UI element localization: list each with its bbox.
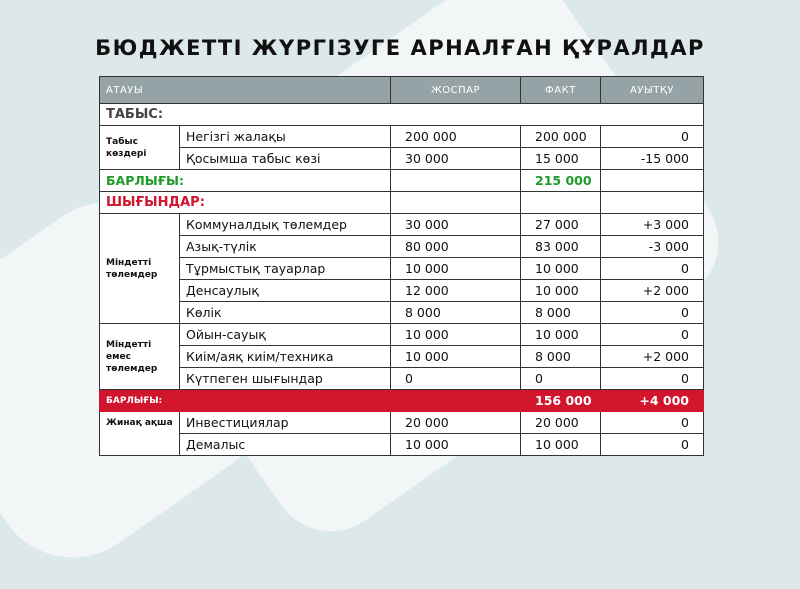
row-deviation: -3 000	[601, 236, 704, 258]
table-row	[100, 324, 704, 346]
income-section-label: ТАБЫС:	[100, 104, 704, 126]
row-deviation: 0	[601, 368, 704, 390]
row-deviation: -15 000	[601, 148, 704, 170]
row-deviation: 0	[601, 324, 704, 346]
row-plan: 12 000	[391, 280, 521, 302]
row-name: Қосымша табыс көзі	[180, 148, 391, 170]
mandatory-group-label: Міндетті төлемдер	[100, 214, 180, 324]
row-deviation: 0	[601, 126, 704, 148]
expenses-section-label: ШЫҒЫНДАР:	[100, 192, 391, 214]
header-fact: ФАКТ	[521, 77, 601, 104]
row-fact: 8 000	[521, 346, 601, 368]
row-deviation: +2 000	[601, 346, 704, 368]
table-row	[100, 346, 704, 368]
row-plan: 0	[391, 368, 521, 390]
row-plan: 10 000	[391, 434, 521, 456]
row-deviation: 0	[601, 412, 704, 434]
income-total-fact: 215 000	[521, 170, 601, 192]
table-header-row	[100, 77, 704, 104]
table-row	[100, 302, 704, 324]
row-fact: 10 000	[521, 258, 601, 280]
row-plan: 30 000	[391, 214, 521, 236]
row-deviation: +2 000	[601, 280, 704, 302]
row-plan: 20 000	[391, 412, 521, 434]
row-name: Коммуналдық төлемдер	[180, 214, 391, 236]
row-deviation: 0	[601, 434, 704, 456]
expenses-total-fact: 156 000	[521, 390, 601, 412]
row-name: Күтпеген шығындар	[180, 368, 391, 390]
table-row	[100, 434, 704, 456]
income-group-label: Табыс көздері	[100, 126, 180, 170]
savings-group-label: Жинақ ақша	[100, 412, 180, 456]
row-name: Демалыс	[180, 434, 391, 456]
row-name: Инвестициялар	[180, 412, 391, 434]
expenses-total-row	[100, 390, 704, 412]
row-name: Киім/аяқ киім/техника	[180, 346, 391, 368]
row-name: Көлік	[180, 302, 391, 324]
income-section-row	[100, 104, 704, 126]
expenses-total-deviation: +4 000	[601, 390, 704, 412]
row-fact: 15 000	[521, 148, 601, 170]
row-plan: 80 000	[391, 236, 521, 258]
income-total-row	[100, 170, 704, 192]
row-plan: 10 000	[391, 258, 521, 280]
row-name: Денсаулық	[180, 280, 391, 302]
header-deviation: АУЫТҚУ	[601, 77, 704, 104]
row-fact: 200 000	[521, 126, 601, 148]
row-name: Азық-түлік	[180, 236, 391, 258]
row-fact: 10 000	[521, 280, 601, 302]
expenses-total-label: БАРЛЫҒЫ:	[100, 390, 521, 412]
row-deviation: +3 000	[601, 214, 704, 236]
row-fact: 0	[521, 368, 601, 390]
page-title: БЮДЖЕТТІ ЖҮРГІЗУГЕ АРНАЛҒАН ҚҰРАЛДАР	[95, 36, 705, 60]
table-row	[100, 280, 704, 302]
row-plan: 8 000	[391, 302, 521, 324]
table-row	[100, 236, 704, 258]
row-plan: 10 000	[391, 346, 521, 368]
row-deviation: 0	[601, 258, 704, 280]
table-row	[100, 258, 704, 280]
row-fact: 8 000	[521, 302, 601, 324]
header-name: АТАУЫ	[100, 77, 391, 104]
table-row	[100, 148, 704, 170]
row-fact: 27 000	[521, 214, 601, 236]
row-name: Негізгі жалақы	[180, 126, 391, 148]
row-deviation: 0	[601, 302, 704, 324]
table-row	[100, 412, 704, 434]
row-name: Ойын-сауық	[180, 324, 391, 346]
budget-table	[99, 76, 704, 456]
row-plan: 10 000	[391, 324, 521, 346]
table-row	[100, 368, 704, 390]
table-row	[100, 214, 704, 236]
expenses-section-row	[100, 192, 704, 214]
row-plan: 200 000	[391, 126, 521, 148]
table-row	[100, 126, 704, 148]
row-fact: 83 000	[521, 236, 601, 258]
optional-group-label: Міндетті емес төлемдер	[100, 324, 180, 390]
header-plan: ЖОСПАР	[391, 77, 521, 104]
row-plan: 30 000	[391, 148, 521, 170]
income-total-label: БАРЛЫҒЫ:	[100, 170, 391, 192]
row-fact: 10 000	[521, 324, 601, 346]
row-fact: 20 000	[521, 412, 601, 434]
row-fact: 10 000	[521, 434, 601, 456]
row-name: Тұрмыстық тауарлар	[180, 258, 391, 280]
